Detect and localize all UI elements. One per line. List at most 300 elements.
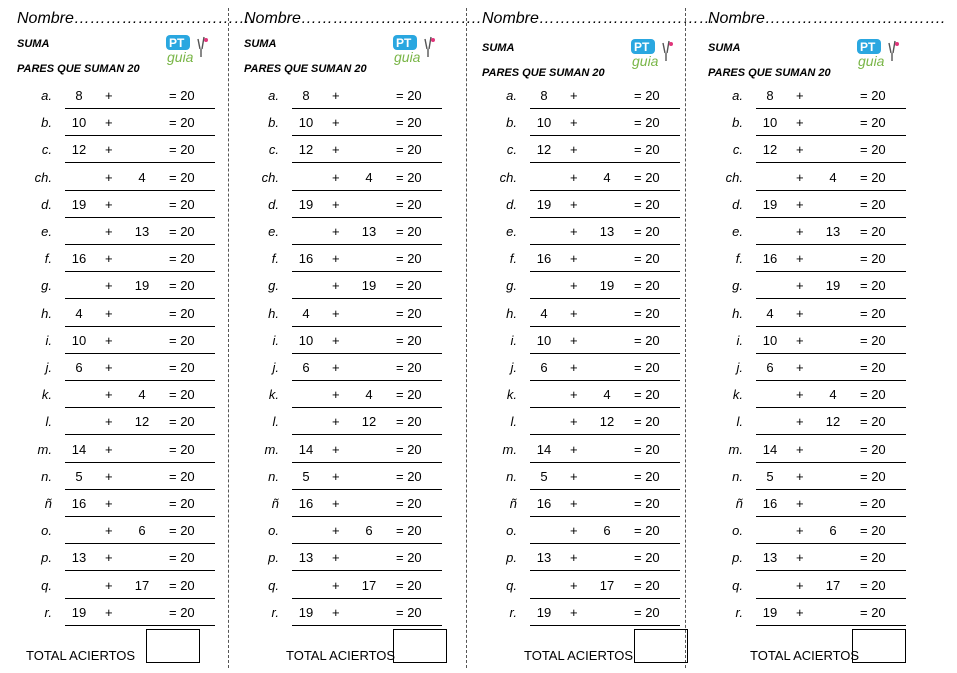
exercise-row bbox=[708, 544, 943, 571]
first-addend: 6 bbox=[302, 360, 310, 375]
second-addend: 17 bbox=[134, 577, 150, 593]
exercise-row bbox=[244, 544, 479, 571]
exercise-row bbox=[482, 109, 717, 136]
first-addend: 19 bbox=[298, 604, 314, 620]
exercise-title: PARES QUE SUMAN 20 bbox=[17, 63, 140, 75]
first-addend: 4 bbox=[302, 305, 310, 321]
equals-result: = 20 bbox=[634, 332, 660, 348]
equals-result: = 20 bbox=[396, 169, 422, 185]
svg-text:PT: PT bbox=[860, 40, 876, 54]
equals-result: = 20 bbox=[634, 468, 660, 484]
first-addend: 13 bbox=[71, 550, 87, 566]
equals-result: = 20 bbox=[860, 278, 886, 294]
equals-result: = 20 bbox=[860, 387, 886, 403]
plus-sign: + bbox=[796, 550, 804, 566]
row-label: n. bbox=[506, 468, 517, 484]
row-label: ñ bbox=[735, 496, 743, 511]
svg-text:PT: PT bbox=[396, 36, 412, 50]
first-addend: 16 bbox=[762, 251, 778, 267]
exercise-row bbox=[244, 599, 479, 626]
row-label: m. bbox=[264, 441, 279, 457]
exercise-row bbox=[244, 327, 479, 354]
row-label: m. bbox=[728, 441, 743, 457]
total-score-box[interactable] bbox=[393, 629, 447, 663]
exercise-row bbox=[17, 490, 252, 517]
second-addend: 13 bbox=[361, 224, 377, 239]
equals-result: = 20 bbox=[169, 523, 195, 539]
exercise-row bbox=[17, 381, 252, 408]
first-addend: 14 bbox=[762, 441, 778, 457]
equals-result: = 20 bbox=[396, 577, 422, 593]
row-label: p. bbox=[41, 550, 52, 566]
equals-result: = 20 bbox=[396, 332, 422, 348]
second-addend: 4 bbox=[829, 169, 837, 185]
second-addend: 17 bbox=[361, 577, 377, 593]
exercise-row bbox=[244, 408, 479, 435]
plus-sign: + bbox=[332, 441, 340, 457]
row-label: m. bbox=[502, 441, 517, 457]
exercise-row bbox=[482, 300, 717, 327]
first-addend: 4 bbox=[766, 305, 774, 321]
second-addend: 12 bbox=[599, 414, 615, 430]
first-addend: 12 bbox=[71, 142, 87, 158]
first-addend: 5 bbox=[302, 468, 310, 484]
plus-sign: + bbox=[105, 115, 113, 131]
row-label: d. bbox=[41, 196, 52, 212]
equals-result: = 20 bbox=[396, 387, 422, 403]
first-addend: 12 bbox=[762, 142, 778, 158]
equals-result: = 20 bbox=[634, 115, 660, 131]
row-label: q. bbox=[268, 577, 279, 593]
svg-text:guia: guia bbox=[858, 53, 885, 69]
first-addend: 8 bbox=[766, 88, 774, 103]
name-field[interactable]: Nombre……………………………. bbox=[17, 10, 255, 27]
second-addend: 4 bbox=[365, 387, 373, 403]
plus-sign: + bbox=[332, 142, 340, 158]
plus-sign: + bbox=[570, 251, 578, 267]
second-addend: 19 bbox=[825, 278, 841, 294]
exercise-row bbox=[17, 272, 252, 299]
row-label: j. bbox=[272, 360, 279, 375]
equals-result: = 20 bbox=[169, 115, 195, 131]
svg-text:guia: guia bbox=[167, 49, 194, 65]
first-addend: 19 bbox=[762, 604, 778, 620]
first-addend: 16 bbox=[298, 251, 314, 267]
exercise-row bbox=[708, 408, 943, 435]
name-field[interactable]: Nombre……………………………. bbox=[708, 10, 946, 27]
plus-sign: + bbox=[570, 360, 578, 375]
equals-result: = 20 bbox=[860, 550, 886, 566]
plus-sign: + bbox=[570, 468, 578, 484]
equals-result: = 20 bbox=[396, 441, 422, 457]
row-label: j. bbox=[736, 360, 743, 375]
row-label: g. bbox=[268, 278, 279, 294]
exercise-row bbox=[708, 490, 943, 517]
exercise-row bbox=[482, 490, 717, 517]
exercise-row bbox=[708, 517, 943, 544]
first-addend: 5 bbox=[75, 468, 83, 484]
exercise-row bbox=[482, 436, 717, 463]
first-addend: 10 bbox=[536, 332, 552, 348]
exercise-row bbox=[708, 300, 943, 327]
equals-result: = 20 bbox=[860, 360, 886, 375]
exercise-row bbox=[482, 463, 717, 490]
plus-sign: + bbox=[570, 496, 578, 511]
svg-text:guia: guia bbox=[632, 53, 659, 69]
row-label: d. bbox=[732, 196, 743, 212]
equals-result: = 20 bbox=[634, 496, 660, 511]
plus-sign: + bbox=[105, 169, 113, 185]
plus-sign: + bbox=[570, 224, 578, 239]
exercise-row bbox=[17, 300, 252, 327]
row-label: i. bbox=[45, 332, 52, 348]
first-addend: 19 bbox=[71, 604, 87, 620]
equals-result: = 20 bbox=[634, 169, 660, 185]
row-label: h. bbox=[732, 305, 743, 321]
row-label: b. bbox=[506, 115, 517, 131]
second-addend: 12 bbox=[825, 414, 841, 430]
equals-result: = 20 bbox=[169, 360, 195, 375]
second-addend: 6 bbox=[603, 523, 611, 539]
ptguia-logo bbox=[391, 33, 439, 67]
equals-result: = 20 bbox=[634, 523, 660, 539]
second-addend: 19 bbox=[599, 278, 615, 294]
first-addend: 19 bbox=[71, 196, 87, 212]
plus-sign: + bbox=[105, 88, 113, 103]
plus-sign: + bbox=[796, 523, 804, 539]
exercise-row bbox=[244, 463, 479, 490]
first-addend: 19 bbox=[298, 196, 314, 212]
exercise-row bbox=[244, 218, 479, 245]
plus-sign: + bbox=[105, 278, 113, 294]
plus-sign: + bbox=[796, 251, 804, 267]
plus-sign: + bbox=[332, 468, 340, 484]
exercise-row bbox=[482, 191, 717, 218]
plus-sign: + bbox=[105, 468, 113, 484]
plus-sign: + bbox=[796, 142, 804, 158]
second-addend: 4 bbox=[365, 169, 373, 185]
plus-sign: + bbox=[332, 360, 340, 375]
row-label: f. bbox=[44, 251, 52, 267]
exercise-row bbox=[244, 300, 479, 327]
exercise-row bbox=[482, 517, 717, 544]
row-label: h. bbox=[41, 305, 52, 321]
ptguia-logo bbox=[629, 37, 677, 71]
first-addend: 4 bbox=[75, 305, 83, 321]
equals-result: = 20 bbox=[860, 577, 886, 593]
row-label: k. bbox=[268, 387, 279, 403]
row-label: d. bbox=[506, 196, 517, 212]
row-label: f. bbox=[735, 251, 743, 267]
second-addend: 4 bbox=[603, 169, 611, 185]
equals-result: = 20 bbox=[396, 360, 422, 375]
equals-result: = 20 bbox=[396, 115, 422, 131]
plus-sign: + bbox=[570, 115, 578, 131]
first-addend: 10 bbox=[762, 115, 778, 131]
first-addend: 13 bbox=[762, 550, 778, 566]
svg-text:guia: guia bbox=[394, 49, 421, 65]
plus-sign: + bbox=[796, 224, 804, 239]
equals-result: = 20 bbox=[634, 88, 660, 103]
plus-sign: + bbox=[332, 305, 340, 321]
equals-result: = 20 bbox=[169, 142, 195, 158]
second-addend: 19 bbox=[361, 278, 377, 294]
equals-result: = 20 bbox=[169, 196, 195, 212]
equals-result: = 20 bbox=[169, 224, 195, 239]
second-addend: 12 bbox=[134, 414, 150, 430]
exercise-row bbox=[17, 245, 252, 272]
exercise-row bbox=[708, 218, 943, 245]
equals-result: = 20 bbox=[634, 305, 660, 321]
exercise-row bbox=[244, 272, 479, 299]
equals-result: = 20 bbox=[860, 305, 886, 321]
exercise-row bbox=[244, 82, 479, 109]
plus-sign: + bbox=[332, 115, 340, 131]
equals-result: = 20 bbox=[169, 169, 195, 185]
total-label: TOTAL ACIERTOS bbox=[286, 648, 396, 663]
row-label: ñ bbox=[271, 496, 279, 511]
exercise-row bbox=[244, 245, 479, 272]
exercise-title: PARES QUE SUMAN 20 bbox=[244, 63, 367, 75]
equals-result: = 20 bbox=[396, 251, 422, 267]
plus-sign: + bbox=[796, 414, 804, 430]
plus-sign: + bbox=[332, 88, 340, 103]
row-label: n. bbox=[268, 468, 279, 484]
equals-result: = 20 bbox=[634, 196, 660, 212]
row-label: i. bbox=[272, 332, 279, 348]
first-addend: 14 bbox=[71, 441, 87, 457]
worksheet-column bbox=[482, 0, 720, 673]
second-addend: 4 bbox=[138, 387, 146, 403]
equals-result: = 20 bbox=[860, 496, 886, 511]
equals-result: = 20 bbox=[396, 224, 422, 239]
plus-sign: + bbox=[105, 387, 113, 403]
second-addend: 6 bbox=[829, 523, 837, 539]
row-label: q. bbox=[732, 577, 743, 593]
exercise-row bbox=[482, 381, 717, 408]
plus-sign: + bbox=[796, 169, 804, 185]
row-label: ñ bbox=[44, 496, 52, 511]
plus-sign: + bbox=[570, 169, 578, 185]
row-label: n. bbox=[732, 468, 743, 484]
name-field[interactable]: Nombre……………………………. bbox=[482, 10, 720, 27]
answer-line bbox=[756, 625, 906, 626]
total-label: TOTAL ACIERTOS bbox=[26, 648, 136, 663]
exercise-row bbox=[17, 572, 252, 599]
plus-sign: + bbox=[332, 278, 340, 294]
first-addend: 16 bbox=[71, 496, 87, 511]
equals-result: = 20 bbox=[169, 88, 195, 103]
equals-result: = 20 bbox=[860, 251, 886, 267]
first-addend: 14 bbox=[298, 441, 314, 457]
exercise-row bbox=[17, 408, 252, 435]
equals-result: = 20 bbox=[169, 577, 195, 593]
exercise-row bbox=[244, 490, 479, 517]
subject-title: SUMA bbox=[482, 42, 515, 54]
exercise-row bbox=[708, 572, 943, 599]
equals-result: = 20 bbox=[396, 142, 422, 158]
plus-sign: + bbox=[796, 387, 804, 403]
row-label: ch. bbox=[261, 169, 279, 185]
answer-line bbox=[530, 625, 680, 626]
exercise-row bbox=[482, 272, 717, 299]
equals-result: = 20 bbox=[169, 441, 195, 457]
equals-result: = 20 bbox=[396, 468, 422, 484]
plus-sign: + bbox=[105, 332, 113, 348]
plus-sign: + bbox=[332, 332, 340, 348]
plus-sign: + bbox=[570, 523, 578, 539]
plus-sign: + bbox=[105, 224, 113, 239]
equals-result: = 20 bbox=[169, 604, 195, 620]
second-addend: 4 bbox=[603, 387, 611, 403]
exercise-row bbox=[17, 436, 252, 463]
row-label: e. bbox=[732, 224, 743, 239]
exercise-row bbox=[244, 136, 479, 163]
equals-result: = 20 bbox=[634, 142, 660, 158]
exercise-row bbox=[17, 164, 252, 191]
first-addend: 16 bbox=[71, 251, 87, 267]
plus-sign: + bbox=[105, 550, 113, 566]
plus-sign: + bbox=[332, 169, 340, 185]
equals-result: = 20 bbox=[634, 251, 660, 267]
exercise-row bbox=[708, 436, 943, 463]
plus-sign: + bbox=[332, 604, 340, 620]
row-label: h. bbox=[268, 305, 279, 321]
row-label: ch. bbox=[725, 169, 743, 185]
plus-sign: + bbox=[796, 332, 804, 348]
plus-sign: + bbox=[332, 577, 340, 593]
row-label: o. bbox=[268, 523, 279, 539]
row-label: r. bbox=[44, 604, 52, 620]
ptguia-logo bbox=[164, 33, 212, 67]
row-label: k. bbox=[732, 387, 743, 403]
equals-result: = 20 bbox=[634, 360, 660, 375]
plus-sign: + bbox=[570, 604, 578, 620]
answer-line bbox=[65, 625, 215, 626]
exercise-row bbox=[708, 272, 943, 299]
total-score-box[interactable] bbox=[852, 629, 906, 663]
exercise-row bbox=[708, 327, 943, 354]
plus-sign: + bbox=[105, 577, 113, 593]
second-addend: 17 bbox=[825, 577, 841, 593]
plus-sign: + bbox=[796, 88, 804, 103]
exercise-row bbox=[708, 463, 943, 490]
row-label: a. bbox=[268, 88, 279, 103]
equals-result: = 20 bbox=[860, 224, 886, 239]
plus-sign: + bbox=[570, 142, 578, 158]
equals-result: = 20 bbox=[169, 387, 195, 403]
first-addend: 8 bbox=[75, 88, 83, 103]
exercise-row bbox=[244, 517, 479, 544]
exercise-row bbox=[482, 164, 717, 191]
row-label: j. bbox=[45, 360, 52, 375]
row-label: c. bbox=[732, 142, 743, 158]
equals-result: = 20 bbox=[634, 414, 660, 430]
svg-text:PT: PT bbox=[634, 40, 650, 54]
equals-result: = 20 bbox=[860, 468, 886, 484]
first-addend: 5 bbox=[766, 468, 774, 484]
exercise-row bbox=[244, 572, 479, 599]
first-addend: 19 bbox=[536, 604, 552, 620]
row-label: k. bbox=[41, 387, 52, 403]
plus-sign: + bbox=[332, 550, 340, 566]
plus-sign: + bbox=[105, 414, 113, 430]
exercise-row bbox=[244, 164, 479, 191]
second-addend: 19 bbox=[134, 278, 150, 294]
exercise-row bbox=[482, 218, 717, 245]
row-label: q. bbox=[506, 577, 517, 593]
exercise-row bbox=[17, 218, 252, 245]
plus-sign: + bbox=[570, 332, 578, 348]
equals-result: = 20 bbox=[634, 604, 660, 620]
row-label: f. bbox=[509, 251, 517, 267]
plus-sign: + bbox=[796, 468, 804, 484]
equals-result: = 20 bbox=[396, 604, 422, 620]
second-addend: 17 bbox=[599, 577, 615, 593]
exercise-title: PARES QUE SUMAN 20 bbox=[482, 67, 605, 79]
total-score-box[interactable] bbox=[634, 629, 688, 663]
second-addend: 12 bbox=[361, 414, 377, 430]
exercise-row bbox=[244, 354, 479, 381]
row-label: c. bbox=[506, 142, 517, 158]
total-score-box[interactable] bbox=[146, 629, 200, 663]
svg-text:PT: PT bbox=[169, 36, 185, 50]
first-addend: 10 bbox=[298, 332, 314, 348]
row-label: a. bbox=[41, 88, 52, 103]
equals-result: = 20 bbox=[634, 577, 660, 593]
row-label: d. bbox=[268, 196, 279, 212]
equals-result: = 20 bbox=[634, 387, 660, 403]
first-addend: 10 bbox=[762, 332, 778, 348]
row-label: l. bbox=[510, 414, 517, 430]
first-addend: 8 bbox=[302, 88, 310, 103]
plus-sign: + bbox=[796, 496, 804, 511]
plus-sign: + bbox=[105, 441, 113, 457]
first-addend: 16 bbox=[762, 496, 778, 511]
equals-result: = 20 bbox=[860, 604, 886, 620]
plus-sign: + bbox=[332, 387, 340, 403]
name-field[interactable]: Nombre……………………………. bbox=[244, 10, 482, 27]
first-addend: 12 bbox=[536, 142, 552, 158]
plus-sign: + bbox=[796, 305, 804, 321]
second-addend: 6 bbox=[138, 523, 146, 539]
equals-result: = 20 bbox=[396, 196, 422, 212]
exercise-row bbox=[482, 136, 717, 163]
first-addend: 13 bbox=[298, 550, 314, 566]
worksheet-column bbox=[244, 0, 482, 673]
equals-result: = 20 bbox=[860, 88, 886, 103]
row-label: f. bbox=[271, 251, 279, 267]
equals-result: = 20 bbox=[634, 550, 660, 566]
exercise-row bbox=[17, 544, 252, 571]
exercise-row bbox=[482, 544, 717, 571]
equals-result: = 20 bbox=[860, 115, 886, 131]
plus-sign: + bbox=[570, 88, 578, 103]
exercise-row bbox=[17, 463, 252, 490]
plus-sign: + bbox=[105, 360, 113, 375]
equals-result: = 20 bbox=[169, 278, 195, 294]
second-addend: 4 bbox=[829, 387, 837, 403]
equals-result: = 20 bbox=[169, 332, 195, 348]
row-label: e. bbox=[268, 224, 279, 239]
first-addend: 10 bbox=[536, 115, 552, 131]
plus-sign: + bbox=[570, 196, 578, 212]
subject-title: SUMA bbox=[708, 42, 741, 54]
row-label: q. bbox=[41, 577, 52, 593]
row-label: g. bbox=[41, 278, 52, 294]
row-label: o. bbox=[41, 523, 52, 539]
row-label: a. bbox=[506, 88, 517, 103]
